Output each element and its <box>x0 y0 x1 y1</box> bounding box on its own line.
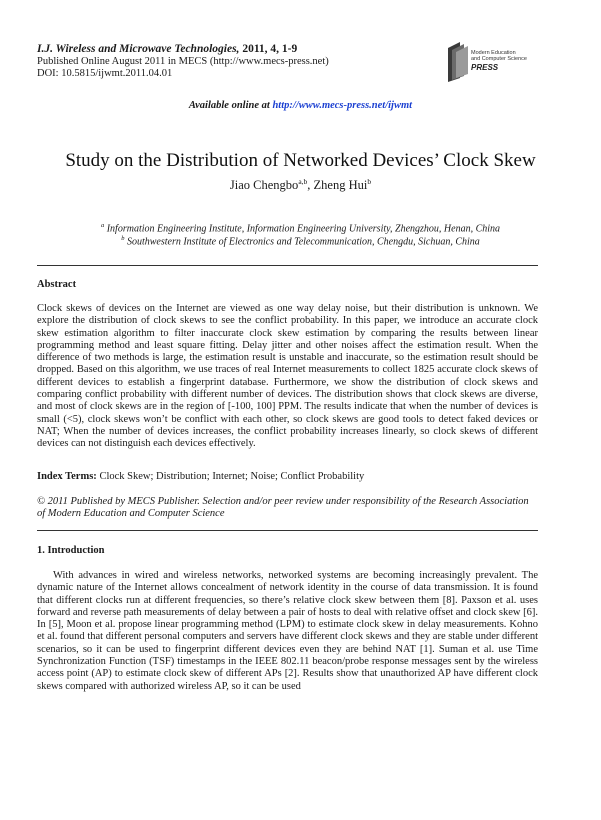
available-online <box>0 100 601 111</box>
journal-name: I.J. Wireless and Microwave Technologies, <box>37 43 240 55</box>
author-1-affiliation: a,b <box>298 177 308 186</box>
logo-press: PRESS <box>471 63 499 72</box>
book-stack-icon <box>446 40 470 84</box>
abstract-text: Clock skews of devices on the Internet are viewed as one way delay noise, but their distribution is unknown. We explore the distribution of clock skews to see the conflict probability. In this paper, we introduce an accurate clock skew estimation algorithm to filter inaccurate clock skew estimation by comparing the results between linear programming method and least square fitting. Delay jitter and other noises affect the estimation result. When the difference of two methods is large, the estimation result is unstable and inaccurate, so the estimation result should be dropped. Based on this algorithm, we use traces of real Internet measurements to collect 1825 accurate clock skews of different devices to establish a fingerprint database. Furthermore, we show the distribution of clock skews and comparing conflict probability with different number of devices. The distribution shows that clock skews are diverse, and most of clock skews are in the region of [-100, 100] PPM. The results indicate that when the number of devices is small (<5), clock skews won’t be conflict with each other, so clock skews are good tools to detect faked devices or NAT; When the number of devices increases, the conflict probability increases linearly, so clock skews of different devices can not distinguish each devices effectively. <box>37 303 538 450</box>
introduction-heading: 1. Introduction <box>37 545 105 556</box>
paper-title: Study on the Distribution of Networked Devices’ Clock Skew <box>65 150 536 171</box>
divider-top <box>37 265 538 266</box>
affiliation-a-text: Information Engineering Institute, Information Engineering University, Zhengzhou, Henan, China <box>106 223 501 235</box>
logo-line-1: Modern Education <box>471 50 516 56</box>
journal-citation <box>37 43 437 56</box>
introduction-text: With advances in wired and wireless networks, networked systems are becoming increasingly prevalent. The dynamic nature of the Internet allows concealment of network identity in the course of data transmission. It is found that different clocks run at different frequencies, so there’s relative clock skew between them [8]. Paxson et al. uses forward and reverse path measurements of delay between a pair of hosts to deal with relative offset and clock skew [6]. In [5], Moon et al. propose linear programming method (LPM) to estimate clock skew in delay measurements. Kohno et al. found that different personal computers and servers have different clock skews and they are stable under different scenarios, so it can be used to fingerprint different devices even they are behind NAT [1]. Suman et al. use Time Synchronization Function (TSF) timestamps in the IEEE 802.11 beacon/probe response messages sent by the wireless access point (AP) to estimate clock skew of different APs [2]. Results show that unauthorized AP have different clock skews compared with authorized wireless AP, so it can be used <box>37 570 538 692</box>
logo-text <box>471 50 541 62</box>
authors <box>0 177 601 193</box>
affiliation-b <box>0 233 601 248</box>
index-terms-label: Index Terms: <box>37 471 100 482</box>
affiliation-b-marker: b <box>121 235 125 242</box>
logo-line-2: and Computer Science <box>471 56 527 62</box>
journal-header <box>37 43 437 81</box>
publisher-logo <box>446 40 546 86</box>
doi-line: DOI: 10.5815/ijwmt.2011.04.01 <box>37 68 173 79</box>
published-line: Published Online August 2011 in MECS (http://www.mecs-press.net) <box>37 55 329 67</box>
available-label: Available online at <box>188 100 273 111</box>
copyright-notice: © 2011 Published by MECS Publisher. Selection and/or peer review under responsibility of the Research Association of Modern Education and Computer Science <box>37 496 529 520</box>
author-2-affiliation: b <box>367 177 372 186</box>
index-terms <box>37 471 538 483</box>
index-terms-text: Clock Skew; Distribution; Internet; Noise; Conflict Probability <box>99 471 365 482</box>
author-2: Zheng Hui <box>313 178 368 193</box>
divider-bottom <box>37 530 538 531</box>
abstract-heading: Abstract <box>37 279 77 290</box>
author-1: Jiao Chengbo <box>229 178 299 193</box>
author-separator: , <box>307 178 314 193</box>
journal-link[interactable]: http://www.mecs-press.net/ijwmt <box>272 100 413 111</box>
affiliation-a-marker: a <box>100 222 105 229</box>
journal-issue: 2011, 4, 1-9 <box>239 43 298 55</box>
affiliation-b-text: Southwestern Institute of Electronics and Telecommunication, Chengdu, Sichuan, China <box>126 236 480 248</box>
